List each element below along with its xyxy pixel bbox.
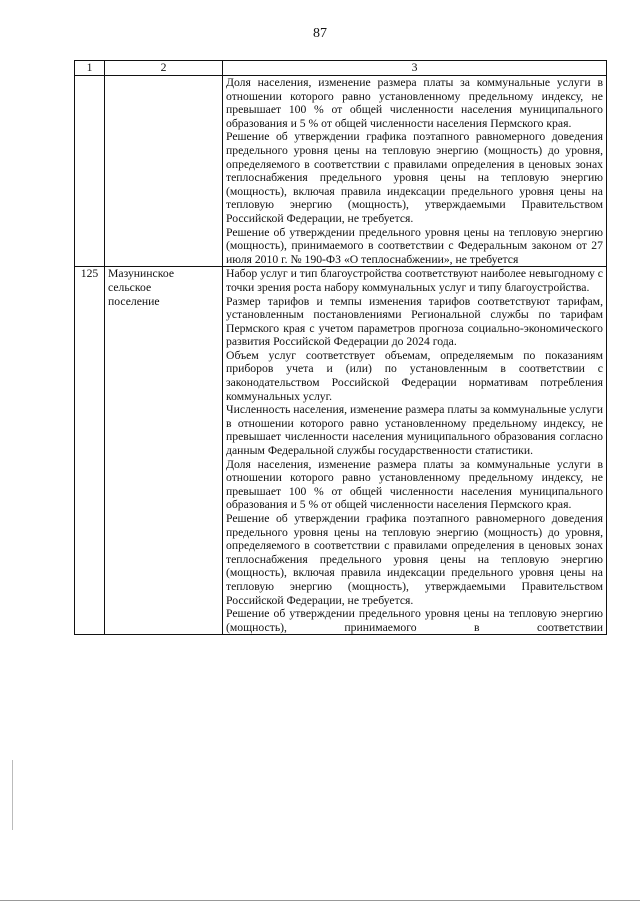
row-number-cell: 125 bbox=[75, 267, 105, 635]
column-header-1: 1 bbox=[75, 61, 105, 76]
scan-edge-line bbox=[12, 760, 13, 830]
municipality-name-line: сельское bbox=[108, 280, 152, 294]
condition-paragraph: Доля населения, изменение размера платы за коммунальные услуги в отношении которого равно установленному предельному индексу, не превышает 100 % от общей численности населения муниципального образования и 5 % от общей численности населения Пермского края. bbox=[226, 457, 603, 512]
scan-edge-line bbox=[0, 900, 640, 901]
condition-paragraph: Решение об утверждении предельного уровня цены на тепловую энергию (мощность), принимаемого в соответствии с Федеральным законом от 27 июля 2010 г. № 190-ФЗ «О теплоснабжении», не требуется bbox=[226, 225, 603, 266]
condition-paragraph: Объем услуг соответствует объемам, определяемым по показаниям приборов учета и (или) по установленным в соответствии с законодательством Российской Федерации нормативам потребления коммунальных услуг. bbox=[226, 348, 603, 403]
table-header-row bbox=[75, 61, 607, 76]
conditions-cell bbox=[223, 76, 607, 267]
condition-paragraph: Решение об утверждении предельного уровня цены на тепловую энергию (мощность), принимаемого в соответствии bbox=[226, 607, 603, 634]
table-row-continuation bbox=[75, 76, 607, 267]
column-header-3: 3 bbox=[223, 61, 607, 76]
content-table bbox=[74, 60, 607, 635]
row-number-cell bbox=[75, 76, 105, 267]
condition-paragraph: Численность населения, изменение размера платы за коммунальные услуги в отношении которого равно установленному предельному индексу, не превышает численности населения муниципального образования согласно данным Федеральной службы государственности статистики. bbox=[226, 403, 603, 458]
municipality-name-cell bbox=[105, 76, 223, 267]
column-header-2: 2 bbox=[105, 61, 223, 76]
condition-paragraph: Размер тарифов и темпы изменения тарифов соответствуют тарифам, установленным постановлениями Региональной службы по тарифам Пермского края с учетом параметров прогноза социально-экономического развития Российской Федерации до 2024 года. bbox=[226, 294, 603, 349]
table-row-125 bbox=[75, 267, 607, 635]
condition-paragraph: Доля населения, изменение размера платы за коммунальные услуги в отношении которого равно установленному предельному индексу, не превышает 100 % от общей численности населения муниципального образования и 5 % от общей численности населения Пермского края. bbox=[226, 76, 603, 130]
municipality-name-cell bbox=[105, 267, 223, 635]
condition-paragraph: Набор услуг и тип благоустройства соответствуют наиболее невыгодному с точки зрения роста набору коммунальных услуг и типу благоустройства. bbox=[226, 267, 603, 294]
municipality-name-line: Мазунинское bbox=[108, 267, 175, 281]
page-number: 87 bbox=[313, 26, 327, 41]
conditions-cell bbox=[223, 267, 607, 635]
condition-paragraph: Решение об утверждении графика поэтапного равномерного доведения предельного уровня цены на тепловую энергию (мощность) до уровня, определяемого в соответствии с правилами определения в ценовых зонах теплоснабжения предельного уровня цены на тепловую энергию (мощность), включая правила индексации предельного уровня цены на тепловую энергию (мощность), утверждаемыми Правительством Российской Федерации, не требуется. bbox=[226, 512, 603, 607]
municipality-name-line: поселение bbox=[108, 294, 160, 308]
condition-paragraph: Решение об утверждении графика поэтапного равномерного доведения предельного уровня цены на тепловую энергию (мощность) до уровня, определяемого в соответствии с правилами определения в ценовых зонах теплоснабжения предельного уровня цены на тепловую энергию (мощность), включая правила индексации предельного уровня цены на тепловую энергию (мощность), утверждаемыми Правительством Российской Федерации, не требуется. bbox=[226, 130, 603, 225]
